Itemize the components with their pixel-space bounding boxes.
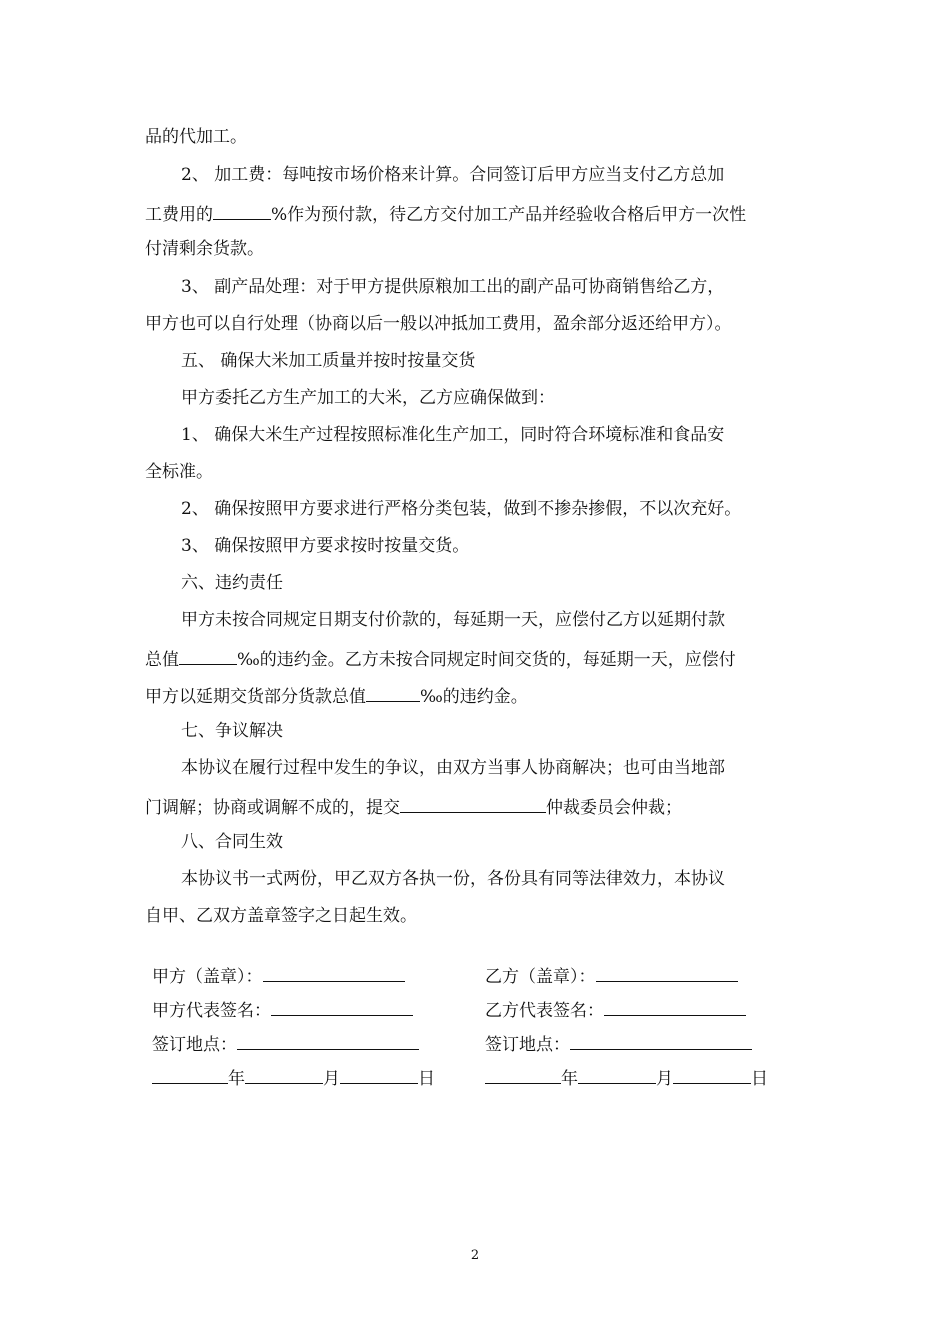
party-a-month-line [245,1065,323,1084]
day-label: 日 [751,1069,768,1089]
fill-blank-percent [213,201,271,220]
paragraph-line: 甲方未按合同规定日期支付价款的，每延期一天，应偿付乙方以延期付款 [181,610,725,630]
party-b-rep-line [604,997,746,1016]
party-a-seal-row [152,963,405,988]
party-b-year-line [485,1065,561,1084]
paragraph-line: 本协议在履行过程中发生的争议，由双方当事人协商解决；也可由当地部 [181,758,725,778]
text-run: 工费用的 [145,205,213,225]
section-heading-5: 五、 确保大米加工质量并按时按量交货 [181,351,476,371]
clause-item-2: 2、 确保按照甲方要求进行严格分类包装，做到不掺杂掺假，不以次充好。 [181,499,742,519]
party-b-date-row [485,1065,768,1090]
month-label: 月 [656,1069,673,1089]
party-b-place-line [570,1031,752,1050]
party-a-day-line [340,1065,418,1084]
paragraph-line [145,794,815,819]
paragraph-line [145,646,815,671]
year-label: 年 [561,1069,578,1089]
party-b-seal-line [596,963,738,982]
year-label: 年 [228,1069,245,1089]
paragraph-line: 自甲、乙双方盖章签字之日起生效。 [145,906,417,926]
text-run: 门调解；协商或调解不成的，提交 [145,798,400,818]
party-a-date-row [152,1065,435,1090]
party-a-rep-line [271,997,413,1016]
party-b-day-line [673,1065,751,1084]
paragraph-line: 付清剩余货款。 [145,239,264,259]
text-run: 甲方以延期交货部分货款总值 [145,687,366,707]
party-a-rep-row [152,997,413,1022]
party-b-rep-label: 乙方代表签名： [485,1001,604,1021]
party-b-seal-row [485,963,738,988]
clause-byproduct: 3、 副产品处理：对于甲方提供原粮加工出的副产品可协商销售给乙方， [181,277,725,297]
paragraph-line [145,201,815,226]
paragraph-line: 全标准。 [145,462,213,482]
text-run: 仲裁委员会仲裁； [546,798,682,818]
party-b-month-line [578,1065,656,1084]
paragraph-line: 品的代加工。 [145,127,247,147]
section-heading-6: 六、违约责任 [181,573,283,593]
party-a-year-line [152,1065,228,1084]
party-b-place-label: 签订地点： [485,1035,570,1055]
fill-blank-permille [366,683,420,702]
party-a-place-line [237,1031,419,1050]
day-label: 日 [418,1069,435,1089]
text-run: ‰的违约金。乙方未按合同规定时间交货的，每延期一天，应偿付 [237,650,736,670]
fill-blank-arbitration [400,794,546,813]
paragraph-line: 甲方委托乙方生产加工的大米，乙方应确保做到： [181,388,555,408]
clause-item-3: 3、 确保按照甲方要求按时按量交货。 [181,536,470,556]
text-run: ‰的违约金。 [420,687,528,707]
party-a-place-row [152,1031,419,1056]
party-a-place-label: 签订地点： [152,1035,237,1055]
text-run: 总值 [145,650,179,670]
paragraph-line [145,683,815,708]
party-b-rep-row [485,997,746,1022]
paragraph-line: 本协议书一式两份，甲乙双方各执一份，各份具有同等法律效力，本协议 [181,869,725,889]
paragraph-line: 甲方也可以自行处理（协商以后一般以冲抵加工费用，盈余部分返还给甲方）。 [145,314,732,334]
party-a-seal-line [263,963,405,982]
month-label: 月 [323,1069,340,1089]
clause-processing-fee: 2、 加工费：每吨按市场价格来计算。合同签订后甲方应当支付乙方总加 [181,165,725,185]
page-number: 2 [470,1248,480,1263]
section-heading-7: 七、争议解决 [181,721,283,741]
party-b-seal-label: 乙方（盖章）： [485,967,596,987]
clause-item-1: 1、 确保大米生产过程按照标准化生产加工，同时符合环境标准和食品安 [181,425,725,445]
party-a-seal-label: 甲方（盖章）： [152,967,263,987]
party-a-rep-label: 甲方代表签名： [152,1001,271,1021]
fill-blank-permille [179,646,237,665]
text-run: %作为预付款，待乙方交付加工产品并经验收合格后甲方一次性 [271,205,747,225]
party-b-place-row [485,1031,752,1056]
section-heading-8: 八、合同生效 [181,832,283,852]
